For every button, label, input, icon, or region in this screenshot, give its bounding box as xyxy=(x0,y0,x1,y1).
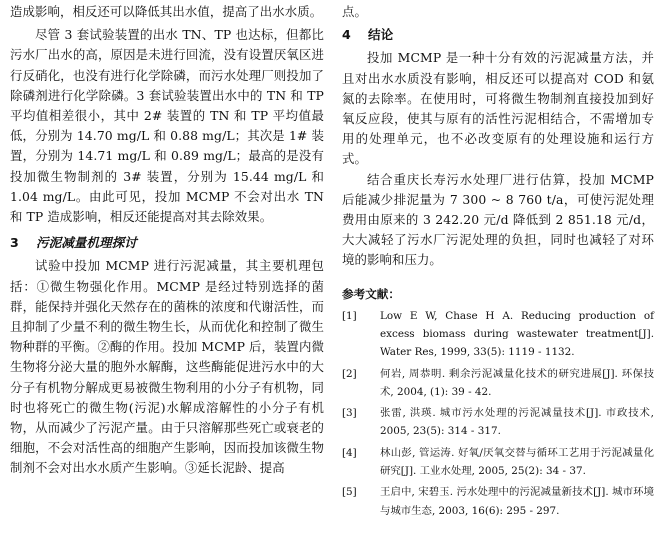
paragraph-effluent-quality: 造成影响，相反还可以降低其出水值，提高了出水水质。 xyxy=(10,4,323,19)
reference-item xyxy=(342,444,654,481)
reference-number: [3] xyxy=(342,407,357,420)
section-3-title: 污泥减量机理探讨 xyxy=(36,235,137,251)
paragraph-sludge-reduction-mechanism: 试验中投加 MCMP 进行污泥减量，其主要机理包括：①微生物强化作用。MCMP 是经过特别选择的菌群，能保持并强化天然存在的菌株的浓度和代谢活性，而且抑制了少量不利的微生物生长，从而优化和控制了微生物种群的平衡。②酶的作用。投加 MCMP 后，装置内微生物将分泌大量的胞外水解酶，这些酶能促进污水中的大分子有机物分解成更易被微生物利用的小分子有机物，同时也将死亡的微生物(污泥)水解成溶解性的小分子有机物，从而减少了污泥产量。由于只溶解那些死亡或衰老的细胞，不会对活性高的细胞产生影响，因而投加该微生物制剂不会对出水水质产生影响。③延长泥龄、提高 xyxy=(10,258,324,476)
reference-item xyxy=(342,483,654,520)
reference-text: 张雷, 洪瑛. 城市污水处理的污泥减量技术[J]. 市政技术, 2005, 23(5): 314 - 317. xyxy=(380,407,654,438)
section-4-title: 结论 xyxy=(368,27,394,43)
right-column xyxy=(342,2,654,523)
references-list xyxy=(342,307,654,520)
section-4-number: 4 xyxy=(342,27,351,43)
reference-number: [5] xyxy=(342,486,357,499)
reference-text: Low E W, Chase H A. Reducing production of excess biomass during wastewater treatment[J]. Water Res, 1999, 33(5): 1119 - 1132. xyxy=(380,309,654,359)
paragraph-tn-tp-analysis: 尽管 3 套试验装置的出水 TN、TP 也达标，但都比污水厂出水的高，原因是未进行回流，没有设置厌氧区进行反硝化，也没有进行化学除磷，而污水处理厂则投加了除磷剂进行化学除磷。3 套试验装置出水中的 TN 和 TP 平均值相差很小，其中 2# 装置的 TN 和 TP 平均值最低，分别为 14.70 mg/L 和 0.88 mg/L；其次是 1# 装置，分别为 14.71 mg/L 和 0.89 mg/L；最高的是没有投加微生物制剂的 3# 装置，分别为 15.44 mg/L 和 1.04 mg/L。由此可见，投加 MCMP 不会对出水 TN 和 TP 造成影响，相反还能提高对其去除效果。 xyxy=(10,27,324,225)
reference-item xyxy=(342,307,654,362)
section-3-number: 3 xyxy=(10,235,19,251)
reference-text: 林山彭, 管运涛. 好氧/厌氧交替与循环工艺用于污泥减量化研究[J]. 工业水处理, 2005, 25(2): 34 - 37. xyxy=(380,446,654,478)
references-title: 参考文献： xyxy=(342,286,400,301)
paragraph-conclusion-2: 结合重庆长寿污水处理厂进行估算，投加 MCMP 后能减少排泥量为 7 300 ~ 8 760 t/a，可使污泥处理费用由原来的 3 242.20 元/d 降低到 2 851.18 元/d，大大减轻了污水厂污泥处理的负担，同时也减轻了对环境的影响和压力。 xyxy=(342,171,654,268)
reference-text: 何岩, 周恭明. 剩余污泥减量化技术的研究进展[J]. 环保技术, 2004, (1): 39 - 42. xyxy=(380,367,654,398)
section-4-heading xyxy=(342,25,654,45)
reference-number: [2] xyxy=(342,367,357,380)
reference-item xyxy=(342,404,654,441)
paragraph-continuation: 点。 xyxy=(342,4,367,19)
reference-text: 王启中, 宋碧玉. 污水处理中的污泥减量新技术[J]. 城市环境与城市生态, 2003, 16(6): 295 - 297. xyxy=(380,486,654,517)
section-3-heading xyxy=(10,233,324,253)
reference-item xyxy=(342,365,654,402)
left-column xyxy=(10,2,324,479)
reference-number: [1] xyxy=(342,309,357,322)
reference-number: [4] xyxy=(342,446,357,459)
paragraph-conclusion-1: 投加 MCMP 是一种十分有效的污泥减量方法，并且对出水水质没有影响，相反还可以提高对 COD 和氨氮的去除率。在使用时，可将微生物制剂直接投加到好氧反应段，使其与原有的活性污泥相结合，不需增加专用的处理单元，也不必改变原有的处理设施和运行方式。 xyxy=(342,50,654,167)
